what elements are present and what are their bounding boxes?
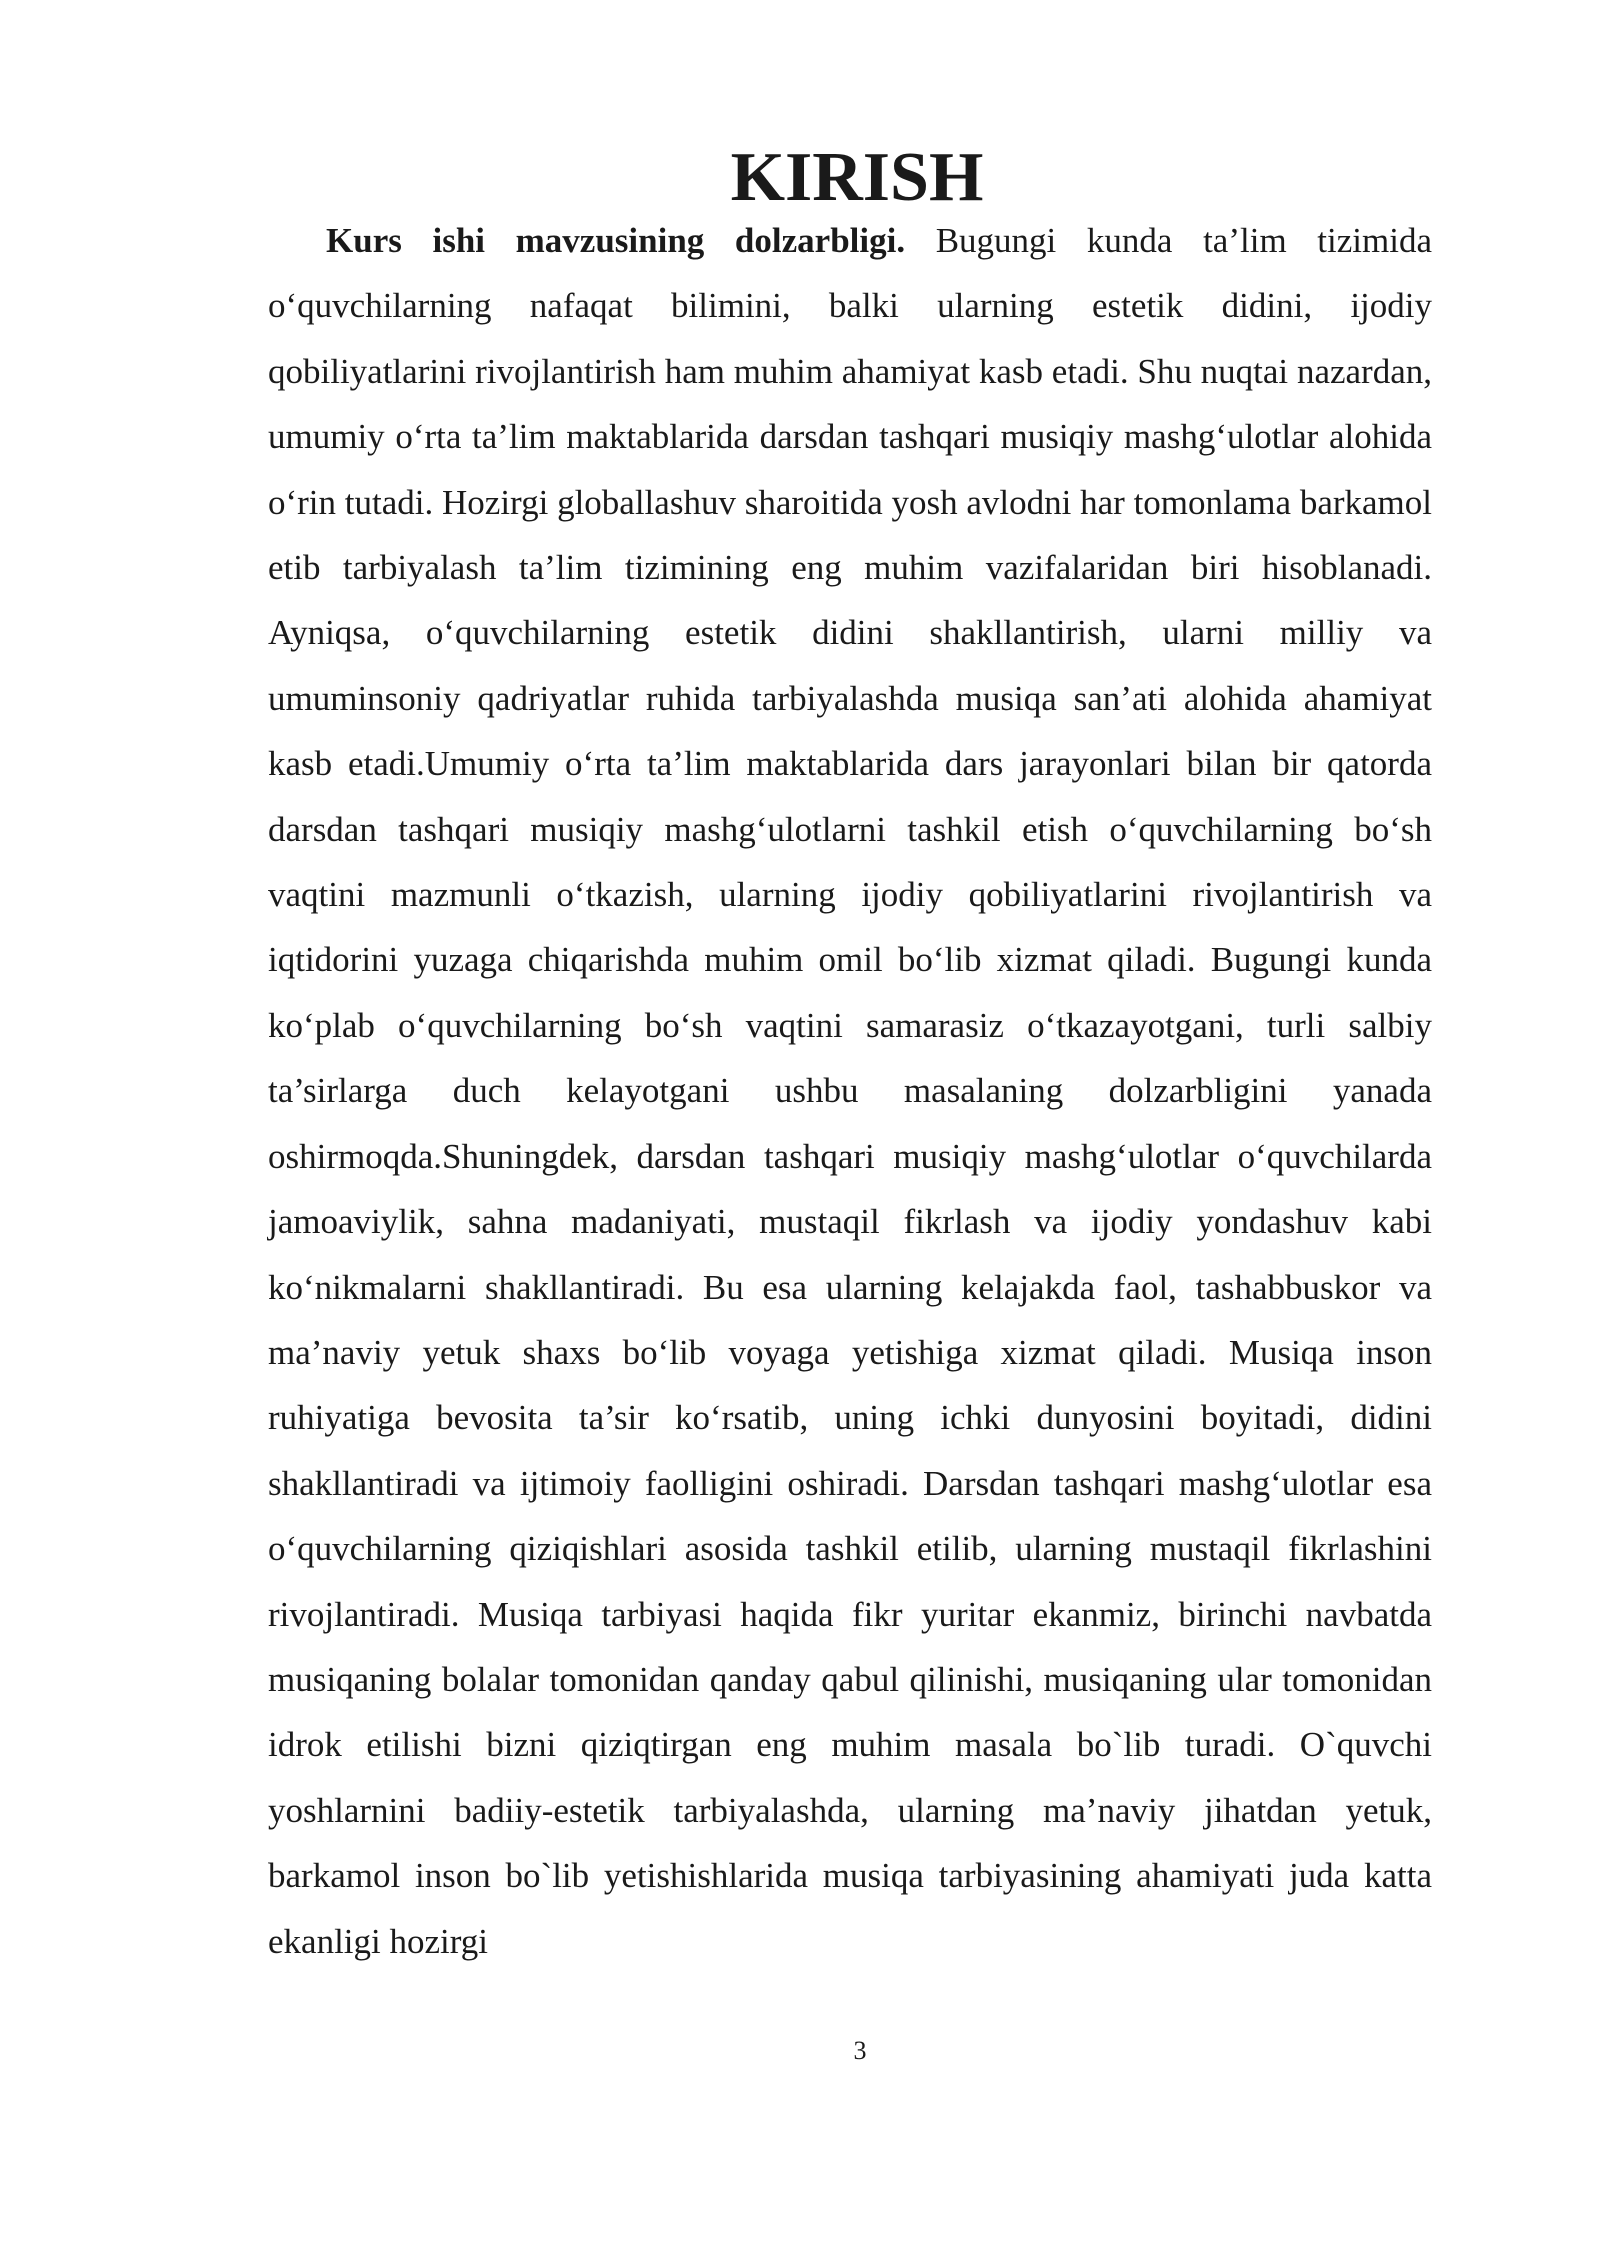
paragraph-text: Bugungi kunda ta’lim tizimida o‘quvchilarning nafaqat bilimini, balki ularning estetik didini, ijodiy qobiliyatlarini rivojlantirish ham muhim ahamiyat kasb etadi. Shu nuqtai nazardan, umumiy o‘rta ta’lim maktablarida darsdan tashqari musiqiy mashg‘ulotlar alohida o‘rin tutadi. Hozirgi globallashuv sharoitida yosh avlodni har tomonlama barkamol etib tarbiyalash ta’lim tizimining eng muhim vazifalaridan biri hisoblanadi. Ayniqsa, o‘quvchilarning estetik didini shakllantirish, ularni milliy va umuminsoniy qadriyatlar ruhida tarbiyalashda musiqa san’ati alohida ahamiyat kasb etadi.Umumiy o‘rta ta’lim maktablarida dars jarayonlari bilan bir qatorda darsdan tashqari musiqiy mashg‘ulotlarni tashkil etish o‘quvchilarning bo‘sh vaqtini mazmunli o‘tkazish, ularning ijodiy qobiliyatlarini rivojlantirish va iqtidorini yuzaga chiqarishda muhim omil bo‘lib xizmat qiladi. Bugungi kunda ko‘plab o‘quvchilarning bo‘sh vaqtini samarasiz o‘tkazayotgani, turli salbiy ta’sirlarga duch kelayotgani ushbu masalaning dolzarbligini yanada oshirmoqda.Shuningdek, darsdan tashqari musiqiy mashg‘ulotlar o‘quvchilarda jamoaviylik, sahna madaniyati, mustaqil fikrlash va ijodiy yondashuv kabi ko‘nikmalarni shakllantiradi. Bu esa ularning kelajakda faol, tashabbuskor va ma’naviy yetuk shaxs bo‘lib voyaga yetishiga xizmat qiladi. Musiqa inson ruhiyatiga bevosita ta’sir ko‘rsatib, uning ichki dunyosini boyitadi, didini shakllantiradi va ijtimoiy faolligini oshiradi. Darsdan tashqari mashg‘ulotlar esa o‘quvchilarning qiziqishlari asosida tashkil etilib, ularning mustaqil fikrlashini rivojlantiradi. Musiqa tarbiyasi haqida fikr yuritar ekanmiz, birinchi navbatda musiqaning bolalar tomonidan qanday qabul qilinishi, musiqaning ular tomonidan idrok etilishi bizni qiziqtirgan eng muhim masala bo`lib turadi. O`quvchi yoshlarnini badiiy-estetik tarbiyalashda, ularning ma’naviy jihatdan yetuk, barkamol inson bo`lib yetishishlarida musiqa tarbiyasining ahamiyati juda katta ekanligi hozirgi	[268, 221, 1432, 1961]
paragraph-lead: Kurs ishi mavzusining dolzarbligi.	[326, 221, 906, 260]
section-heading: KIRISH	[730, 139, 984, 216]
page-content	[268, 139, 1432, 1974]
page-number: 3	[853, 2036, 867, 2065]
body-paragraph	[268, 208, 1432, 1974]
